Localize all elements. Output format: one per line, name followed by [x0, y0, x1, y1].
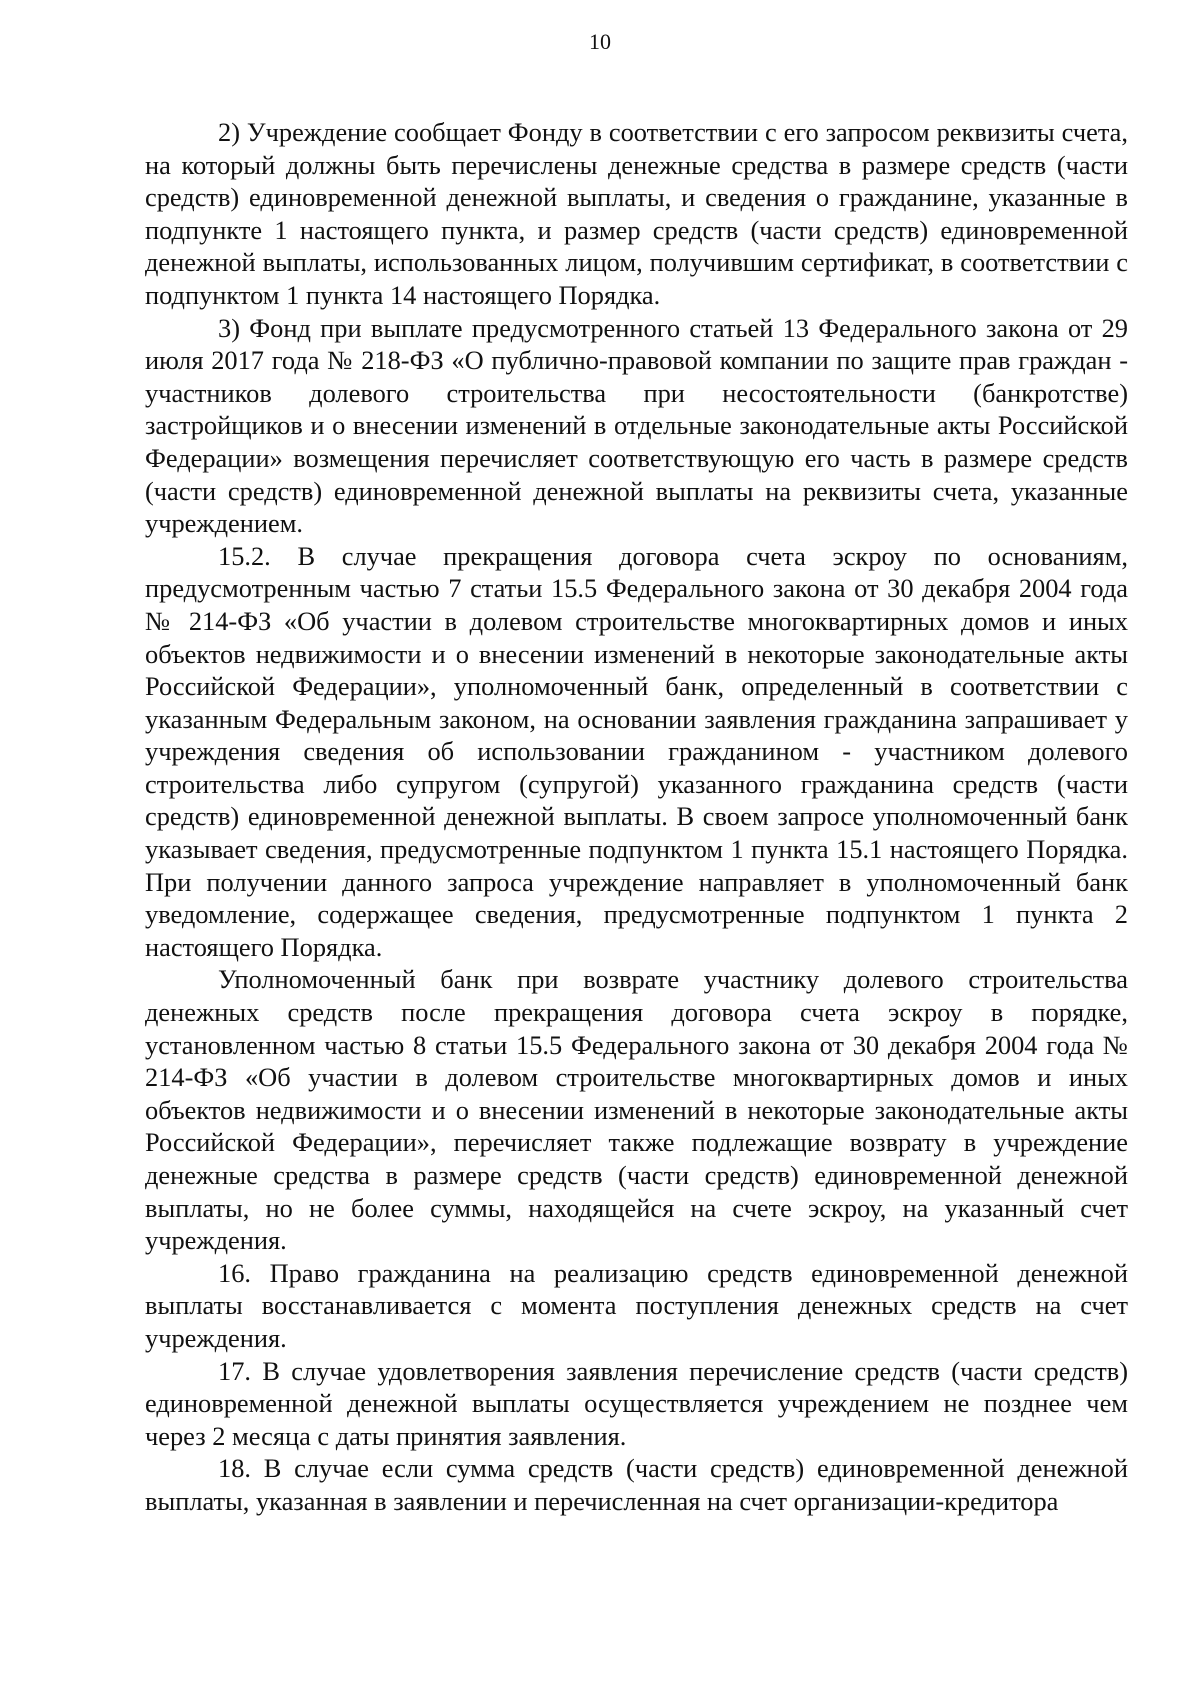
document-body — [145, 116, 1128, 1518]
page-number: 10 — [589, 29, 611, 54]
paragraph-bank-refund: Уполномоченный банк при возврате участнику долевого строительства денежных средств после прекращения договора счета эскроу в порядке, установленном частью 8 статьи 15.5 Федерального закона от 30 декабря 2004 года № 214-ФЗ «Об участии в долевом строительстве многоквартирных домов и иных объектов недвижимости и о внесении изменений в некоторые законодательные акты Российской Федерации», перечисляет также подлежащие возврату в учреждение денежные средства в размере средств (части средств) единовременной денежной выплаты, но не более суммы, находящейся на счете эскроу, на указанный счет учреждения. — [145, 964, 1128, 1256]
paragraph-subitem-3: 3) Фонд при выплате предусмотренного статьей 13 Федерального закона от 29 июля 2017 года № 218-ФЗ «О публично-правовой компании по защите прав граждан - участников долевого строительства при несостоятельности (банкротстве) застройщиков и о внесении изменений в отдельные законодательные акты Российской Федерации» возмещения перечисляет соответствующую его часть в размере средств (части средств) единовременной денежной выплаты на реквизиты счета, указанные учреждением. — [145, 312, 1128, 539]
paragraph-15-2: 15.2. В случае прекращения договора счета эскроу по основаниям, предусмотренным частью 7 статьи 15.5 Федерального закона от 30 декабря 2004 года № 214-ФЗ «Об участии в долевом строительстве многоквартирных домов и иных объектов недвижимости и о внесении изменений в некоторые законодательные акты Российской Федерации», уполномоченный банк, определенный в соответствии с указанным Федеральным законом, на основании заявления гражданина запрашивает у учреждения сведения об использовании гражданином - участником долевого строительства либо супругом (супругой) указанного гражданина средств (части средств) единовременной денежной выплаты. В своем запросе уполномоченный банк указывает сведения, предусмотренные подпунктом 1 пункта 15.1 настоящего Порядка. При получении данного запроса учреждение направляет в уполномоченный банк уведомление, содержащее сведения, предусмотренные подпунктом 1 пункта 2 настоящего Порядка. — [145, 540, 1128, 962]
paragraph-18: 18. В случае если сумма средств (части средств) единовременной денежной выплаты, указанная в заявлении и перечисленная на счет организации-кредитора — [145, 1453, 1128, 1516]
paragraph-16: 16. Право гражданина на реализацию средств единовременной денежной выплаты восстанавливается с момента поступления денежных средств на счет учреждения. — [145, 1257, 1128, 1353]
paragraph-subitem-2: 2) Учреждение сообщает Фонду в соответствии с его запросом реквизиты счета, на который должны быть перечислены денежные средства в размере средств (части средств) единовременной денежной выплаты, и сведения о гражданине, указанные в подпункте 1 настоящего пункта, и размер средств (части средств) единовременной денежной выплаты, использованных лицом, получившим сертификат, в соответствии с подпунктом 1 пункта 14 настоящего Порядка. — [145, 117, 1128, 310]
paragraph-17: 17. В случае удовлетворения заявления перечисление средств (части средств) единовременной денежной выплаты осуществляется учреждением не позднее чем через 2 месяца с даты принятия заявления. — [145, 1355, 1128, 1451]
